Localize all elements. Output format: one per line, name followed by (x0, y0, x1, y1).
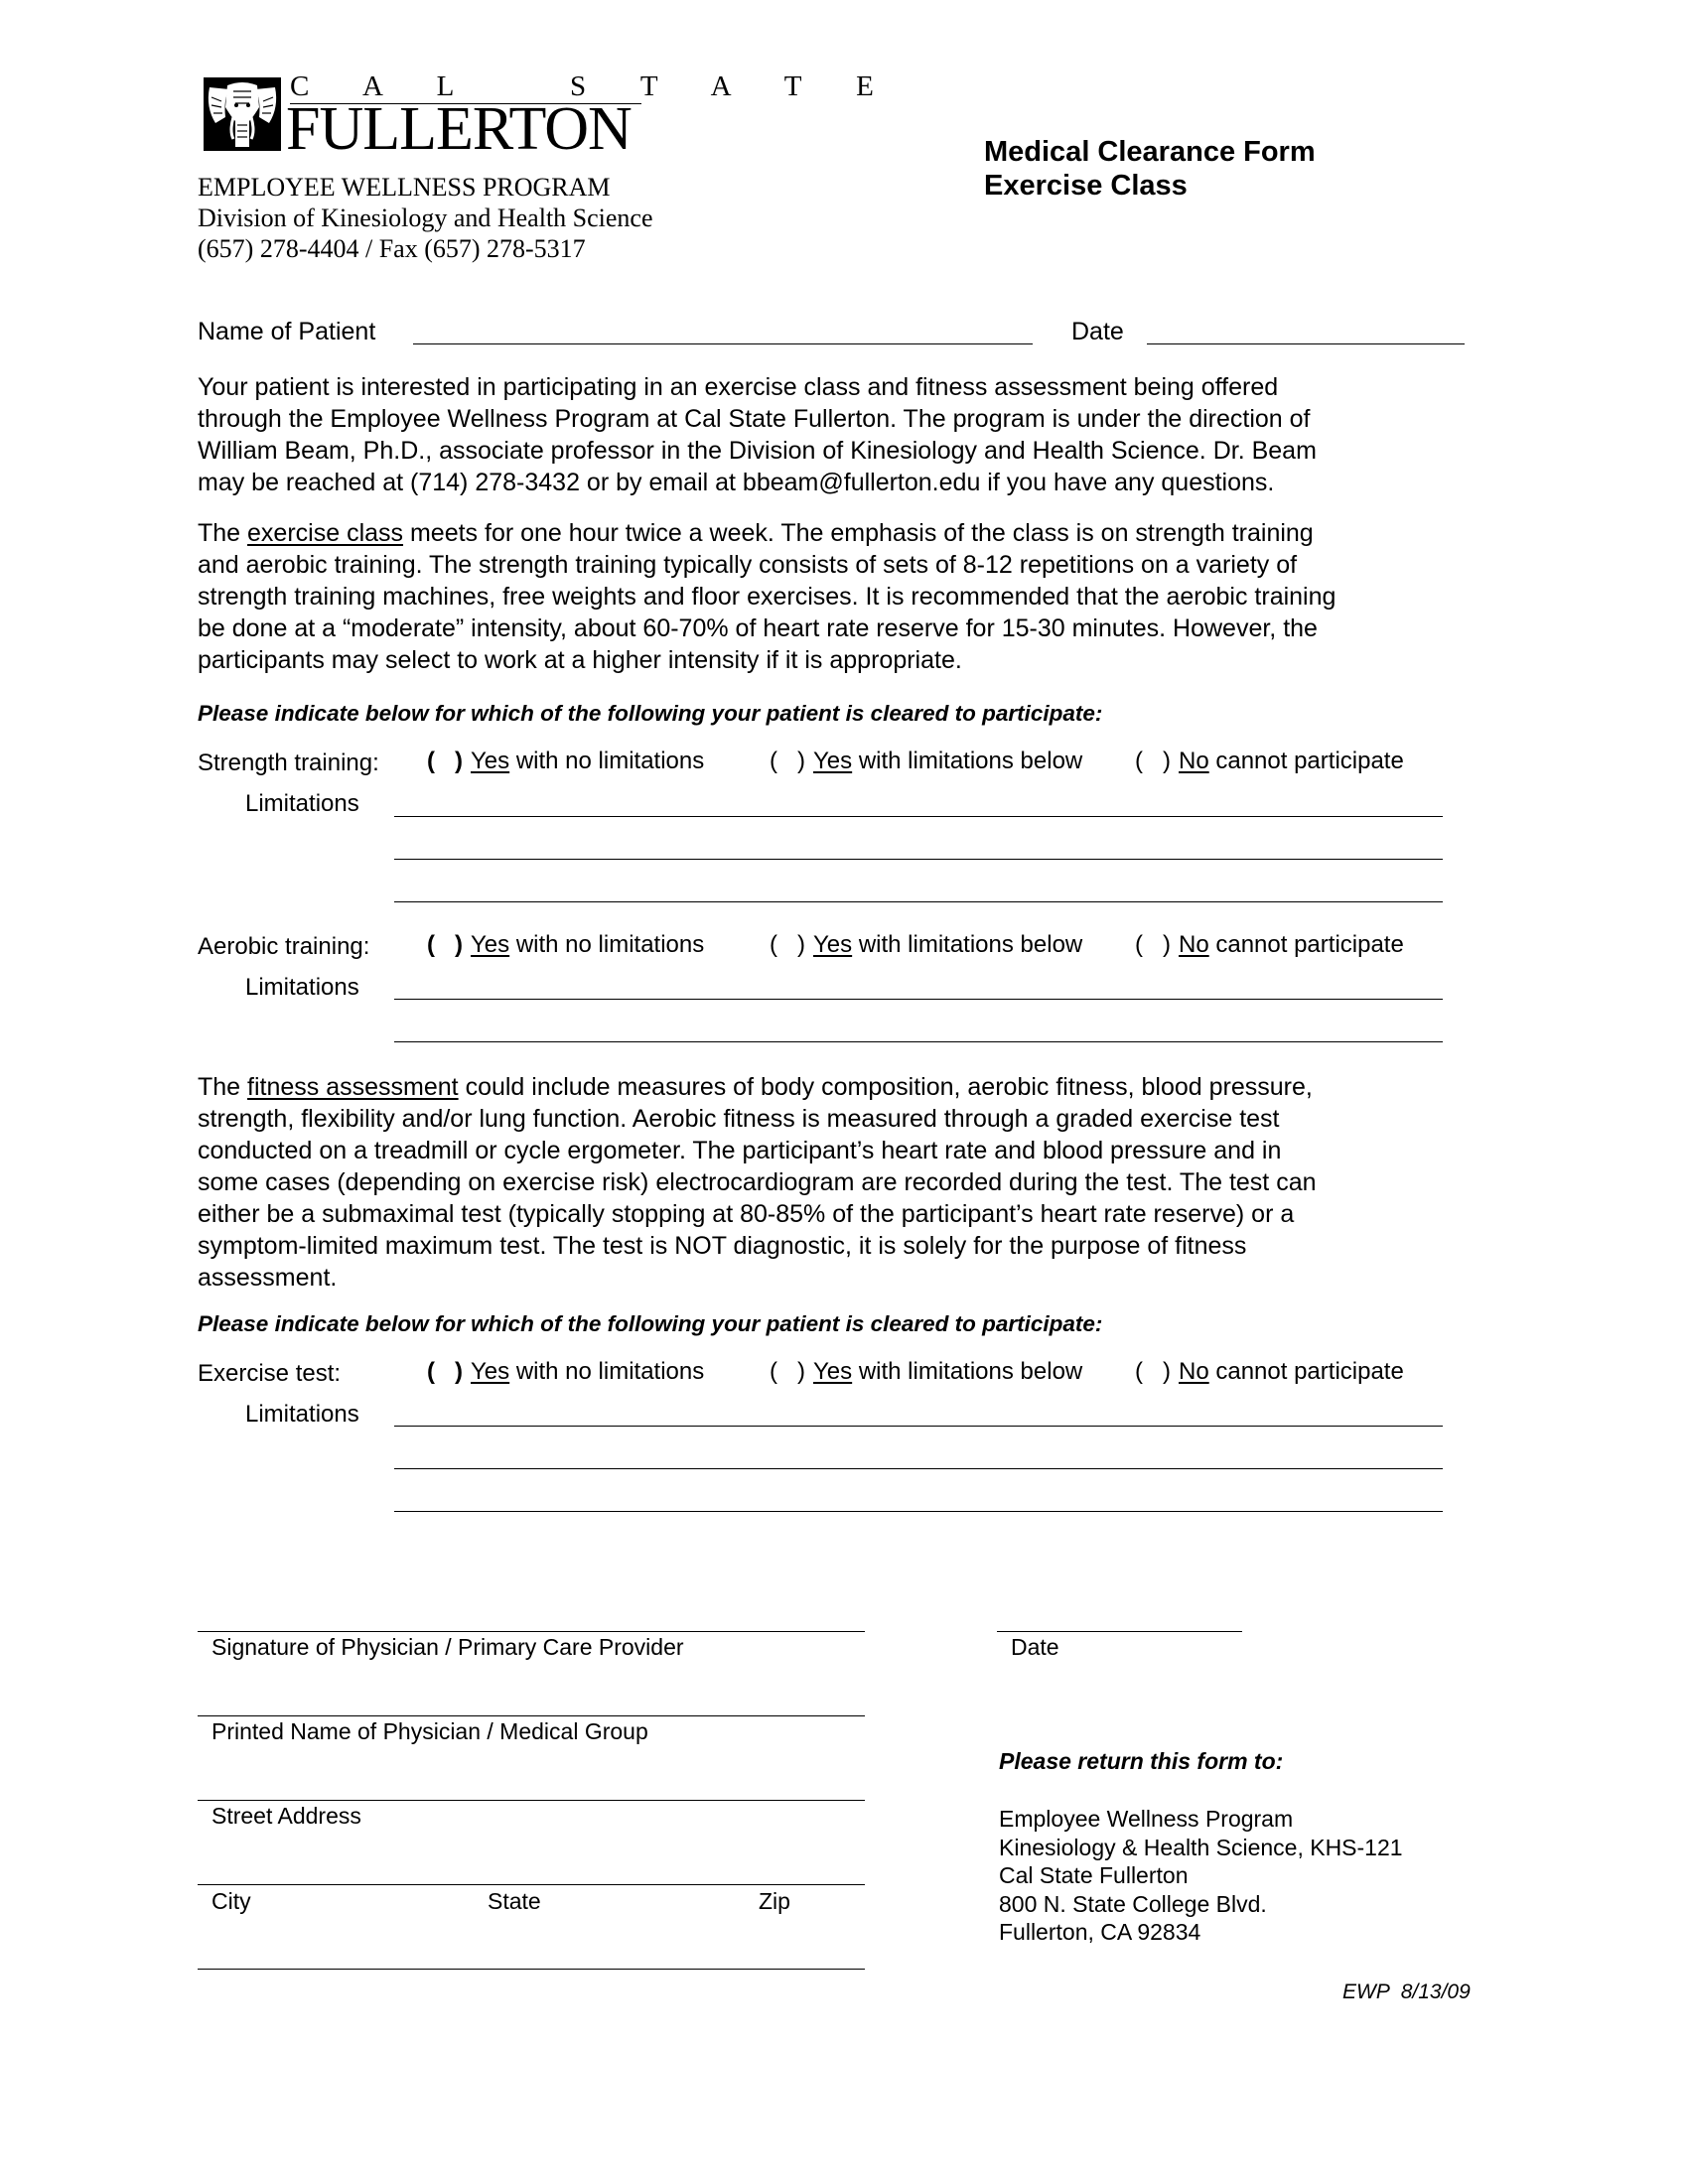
fitness-line (198, 1071, 1488, 1103)
option-text: cannot participate (1208, 931, 1404, 958)
patient-date-label: Date (1071, 318, 1124, 345)
form-code: EWP 8/13/09 (1342, 1980, 1471, 2003)
program-name: EMPLOYEE WELLNESS PROGRAM (198, 173, 611, 202)
strength-option-yes-with-limitations[interactable] (770, 748, 1082, 775)
street-address-label: Street Address (211, 1803, 361, 1829)
strength-limitations-label: Limitations (245, 790, 359, 817)
physician-date-field[interactable] (997, 1631, 1242, 1632)
street-address-field[interactable] (198, 1800, 865, 1801)
strength-option-no[interactable] (1135, 748, 1404, 775)
aerobic-label: Aerobic training: (198, 933, 370, 960)
class-line: and aerobic training. The strength training typically consists of sets of 8-12 repetitions on a variety of (198, 551, 1298, 579)
city-label: City (211, 1888, 251, 1914)
class-line: participants may select to work at a higher intensity if it is appropriate. (198, 646, 962, 674)
elephant-logo-icon (204, 77, 281, 151)
option-text: with no limitations (509, 1358, 705, 1385)
intro-line: may be reached at (714) 278-3432 or by email at bbeam@fullerton.edu if you have any questions. (198, 469, 1275, 496)
fitness-suffix: could include measures of body composition, aerobic fitness, blood pressure, (458, 1073, 1313, 1101)
fitness-line: symptom-limited maximum test. The test is NOT diagnostic, it is solely for the purpose of fitness (198, 1232, 1247, 1260)
clearance-prompt: Please indicate below for which of the following your patient is cleared to participate: (198, 701, 1103, 726)
address-line: 800 N. State College Blvd. (999, 1890, 1267, 1917)
intro-line: through the Employee Wellness Program at Cal State Fullerton. The program is under the direction of (198, 405, 1311, 433)
no-label: No (1179, 748, 1209, 774)
division-name: Division of Kinesiology and Health Science (198, 204, 653, 232)
physician-date-label: Date (1011, 1634, 1059, 1660)
checkbox-paren[interactable]: ( ) (427, 748, 463, 774)
class-line (198, 517, 1488, 549)
bottom-blank-line[interactable] (198, 1969, 865, 1970)
fitness-line: either be a submaximal test (typically stopping at 80-85% of the participant’s heart rate reserve) or a (198, 1200, 1295, 1228)
option-text: cannot participate (1208, 748, 1404, 774)
yes-label: Yes (471, 931, 510, 958)
option-text: with limitations below (852, 931, 1083, 958)
aerobic-option-yes-no-limitations[interactable] (427, 931, 704, 959)
aerobic-limitations-label: Limitations (245, 974, 359, 1001)
option-text: with limitations below (852, 1358, 1083, 1385)
fitness-prefix: The (198, 1073, 248, 1101)
fitness-paragraph (198, 1071, 1488, 1294)
strength-limitations-line-3[interactable] (394, 901, 1443, 902)
checkbox-paren[interactable]: ( ) (1135, 931, 1171, 958)
address-line: Kinesiology & Health Science, KHS-121 (999, 1834, 1403, 1860)
checkbox-paren[interactable]: ( ) (1135, 748, 1171, 774)
no-label: No (1179, 1358, 1209, 1385)
yes-label: Yes (471, 1358, 510, 1385)
strength-label: Strength training: (198, 750, 379, 776)
exercise-test-option-no[interactable] (1135, 1358, 1404, 1386)
option-text: cannot participate (1208, 1358, 1404, 1385)
exercise-test-label: Exercise test: (198, 1360, 342, 1387)
class-line: strength training machines, free weights and floor exercises. It is recommended that the aerobic training (198, 583, 1336, 611)
printed-name-field[interactable] (198, 1715, 865, 1716)
patient-name-field[interactable] (413, 343, 1033, 344)
class-prefix: The (198, 519, 248, 547)
patient-date-field[interactable] (1147, 343, 1465, 344)
exercise-test-option-yes-with-limitations[interactable] (770, 1358, 1082, 1386)
strength-option-yes-no-limitations[interactable] (427, 748, 704, 775)
exercise-test-option-yes-no-limitations[interactable] (427, 1358, 704, 1386)
fitness-line: conducted on a treadmill or cycle ergometer. The participant’s heart rate and blood pressure and in (198, 1137, 1282, 1164)
intro-line: Your patient is interested in participating in an exercise class and fitness assessment being offered (198, 373, 1279, 401)
return-address (999, 1805, 1403, 1947)
return-heading: Please return this form to: (999, 1748, 1284, 1774)
page-title: Medical Clearance Form (984, 136, 1316, 168)
intro-line: William Beam, Ph.D., associate professor in the Division of Kinesiology and Health Science. Dr. Beam (198, 437, 1317, 465)
checkbox-paren[interactable]: ( ) (1135, 1358, 1171, 1385)
fitness-assessment-term: fitness assessment (247, 1073, 459, 1101)
exercise-test-limitations-line-1[interactable] (394, 1426, 1443, 1427)
address-line: Employee Wellness Program (999, 1806, 1294, 1832)
city-state-zip-field[interactable] (198, 1884, 865, 1885)
option-text: with limitations below (852, 748, 1083, 774)
class-suffix: meets for one hour twice a week. The emphasis of the class is on strength training (403, 519, 1314, 547)
exercise-test-limitations-line-3[interactable] (394, 1511, 1443, 1512)
no-label: No (1179, 931, 1209, 958)
intro-paragraph (198, 371, 1488, 498)
fitness-line: some cases (depending on exercise risk) electrocardiogram are recorded during the test. The test can (198, 1168, 1317, 1196)
exercise-test-limitations-line-2[interactable] (394, 1468, 1443, 1469)
yes-label: Yes (813, 931, 853, 958)
yes-label: Yes (471, 748, 510, 774)
printed-name-label: Printed Name of Physician / Medical Group (211, 1718, 648, 1744)
fitness-line: assessment. (198, 1264, 338, 1292)
strength-limitations-line-2[interactable] (394, 859, 1443, 860)
class-paragraph (198, 517, 1488, 676)
checkbox-paren[interactable]: ( ) (770, 1358, 805, 1385)
address-line: Cal State Fullerton (999, 1862, 1189, 1888)
logo-cal-state: C A L S T A T E (290, 70, 898, 102)
exercise-class-term: exercise class (247, 519, 404, 547)
checkbox-paren[interactable]: ( ) (770, 748, 805, 774)
option-text: with no limitations (509, 931, 705, 958)
aerobic-limitations-line-2[interactable] (394, 1041, 1443, 1042)
class-line: be done at a “moderate” intensity, about 60-70% of heart rate reserve for 15-30 minutes. However, the (198, 614, 1318, 642)
checkbox-paren[interactable]: ( ) (427, 931, 463, 958)
signature-label: Signature of Physician / Primary Care Provider (211, 1634, 684, 1660)
zip-label: Zip (759, 1888, 790, 1914)
page-subtitle: Exercise Class (984, 170, 1188, 202)
program-phone: (657) 278-4404 / Fax (657) 278-5317 (198, 234, 586, 263)
exercise-test-limitations-label: Limitations (245, 1401, 359, 1428)
strength-limitations-line-1[interactable] (394, 816, 1443, 817)
signature-field[interactable] (198, 1631, 865, 1632)
patient-name-label: Name of Patient (198, 318, 376, 345)
aerobic-option-no[interactable] (1135, 931, 1404, 959)
fitness-line: strength, flexibility and/or lung function. Aerobic fitness is measured through a graded exercise test (198, 1105, 1280, 1133)
address-line: Fullerton, CA 92834 (999, 1919, 1201, 1945)
aerobic-option-yes-with-limitations[interactable] (770, 931, 1082, 959)
state-label: State (488, 1888, 541, 1914)
checkbox-paren[interactable]: ( ) (427, 1358, 463, 1385)
yes-label: Yes (813, 1358, 853, 1385)
checkbox-paren[interactable]: ( ) (770, 931, 805, 958)
aerobic-limitations-line-1[interactable] (394, 999, 1443, 1000)
option-text: with no limitations (509, 748, 705, 774)
yes-label: Yes (813, 748, 853, 774)
clearance-prompt-2: Please indicate below for which of the following your patient is cleared to participate: (198, 1311, 1103, 1336)
logo-fullerton: FULLERTON (286, 95, 632, 163)
